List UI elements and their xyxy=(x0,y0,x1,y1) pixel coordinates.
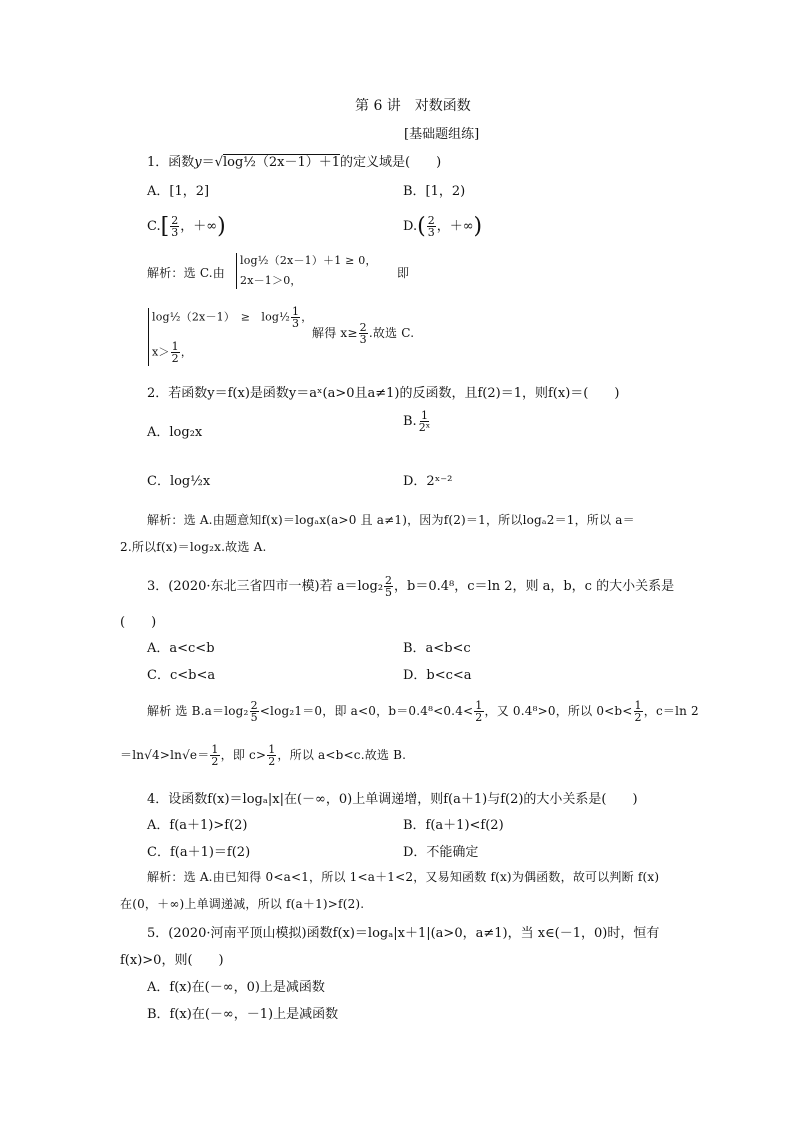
radicand: log½（2x－1）＋1 xyxy=(222,155,341,170)
q2-option-a: A．log₂x xyxy=(147,425,203,440)
q1-system2-row-1: log½（2x－1） ≥ log½ $\frac{1}{3}$ ， xyxy=(152,305,313,330)
q3-answer-paren: ( ) xyxy=(120,615,157,630)
brace xyxy=(236,253,237,289)
q1-solution-prefix: 解析：选 C.由 xyxy=(147,266,225,280)
question-1-stem: 1．函数y＝√log½（2x－1）＋1的定义域是( ) xyxy=(147,155,442,170)
q4-option-d: D．不能确定 xyxy=(403,845,479,860)
question-5-stem-line-1: 5．(2020·河南平顶山模拟)函数f(x)＝logₐ|x＋1|(a>0，a≠1)，当 x∈(－1，0)时，恒有 xyxy=(147,926,660,941)
q1-option-b: B．[1，2) xyxy=(403,184,466,199)
page-title: 第 6 讲 对数函数 xyxy=(355,98,471,114)
q4-option-c: C．f(a＋1)＝f(2) xyxy=(147,845,251,860)
brace xyxy=(148,308,149,366)
q2-option-c: C．log½x xyxy=(147,474,211,489)
q4-option-b: B．f(a＋1)<f(2) xyxy=(403,818,504,833)
q4-solution-line-2: 在(0，＋∞)上单调递减，所以 f(a＋1)>f(2). xyxy=(120,897,365,911)
q3-solution-line-1: 解析 选 B.a＝log₂ $\frac{2}{5}$ <log₂1＝0，即 a<0，b＝0.4⁸<0.4< $\frac{1}{2}$ ，又 0.4⁸>0，所以 0<b< $\frac{1}{2}$ ，c＝ln 2 xyxy=(147,699,699,724)
q3-option-c: C．c<b<a xyxy=(147,668,216,683)
q4-solution-line-1: 解析：选 A.由已知得 0<a<1，所以 1<a＋1<2，又易知函数 f(x)为偶函数，故可以判断 f(x) xyxy=(147,870,660,884)
q1-option-a: A．[1，2] xyxy=(147,184,210,199)
q3-option-d: D．b<c<a xyxy=(403,668,472,683)
q5-option-a: A．f(x)在(－∞，0)上是减函数 xyxy=(147,980,325,995)
q3-option-a: A．a<c<b xyxy=(147,641,215,656)
question-4-stem: 4．设函数f(x)＝logₐ|x|在(－∞，0)上单调递增，则f(a＋1)与f(2)的大小关系是( ) xyxy=(147,792,638,807)
q1-solution-ji: 即 xyxy=(397,266,410,280)
fraction: $\frac{2}{3}$ xyxy=(171,214,179,239)
fraction: $\frac{2}{3}$ xyxy=(427,214,435,239)
q2-option-d: D．2ˣ⁻² xyxy=(403,474,453,489)
q1-solution-conclusion: 解得 x≥ $\frac{2}{3}$ .故选 C. xyxy=(312,321,415,346)
q1-option-d: D.( $\frac{2}{3}$ ，＋∞) xyxy=(403,214,483,239)
q1-system-row-1: log½（2x－1）＋1 ≥ 0， xyxy=(240,254,377,267)
q2-solution-line-1: 解析：选 A.由题意知f(x)＝logₐx(a>0 且 a≠1)，因为f(2)＝1，所以logₐ2＝1，所以 a＝ xyxy=(147,513,635,527)
section-subtitle: [基础题组练] xyxy=(404,127,480,142)
q2-solution-line-2: 2.所以f(x)＝log₂x.故选 A. xyxy=(120,540,267,554)
q3-option-b: B．a<b<c xyxy=(403,641,471,656)
q2-option-b: B. $\frac{1}{\text{2ˣ}}$ xyxy=(403,409,431,434)
question-5-stem-line-2: f(x)>0，则( ) xyxy=(120,953,224,968)
q5-option-b: B．f(x)在(－∞，－1)上是减函数 xyxy=(147,1007,339,1022)
sqrt-symbol: √ xyxy=(214,155,223,170)
q1-system-row-2: 2x－1＞0， xyxy=(240,274,302,287)
q4-option-a: A．f(a＋1)>f(2) xyxy=(147,818,248,833)
q1-option-c: C.[ $\frac{2}{3}$ ，＋∞) xyxy=(147,214,226,239)
q3-solution-line-2: ＝ln√4>ln√e＝ $\frac{1}{2}$ ，即 c> $\frac{1}{2}$ ，所以 a<b<c.故选 B. xyxy=(120,743,407,768)
question-2-stem: 2．若函数y＝f(x)是函数y＝aˣ(a>0且a≠1)的反函数，且f(2)＝1，则f(x)＝( ) xyxy=(147,386,620,401)
question-3-stem: 3．(2020·东北三省四市一模)若 a＝log₂ $\frac{2}{5}$ ，b＝0.4⁸，c＝ln 2，则 a，b，c 的大小关系是 xyxy=(147,574,675,599)
q1-system2-row-2: x＞ $\frac{1}{2}$ ， xyxy=(152,340,193,365)
